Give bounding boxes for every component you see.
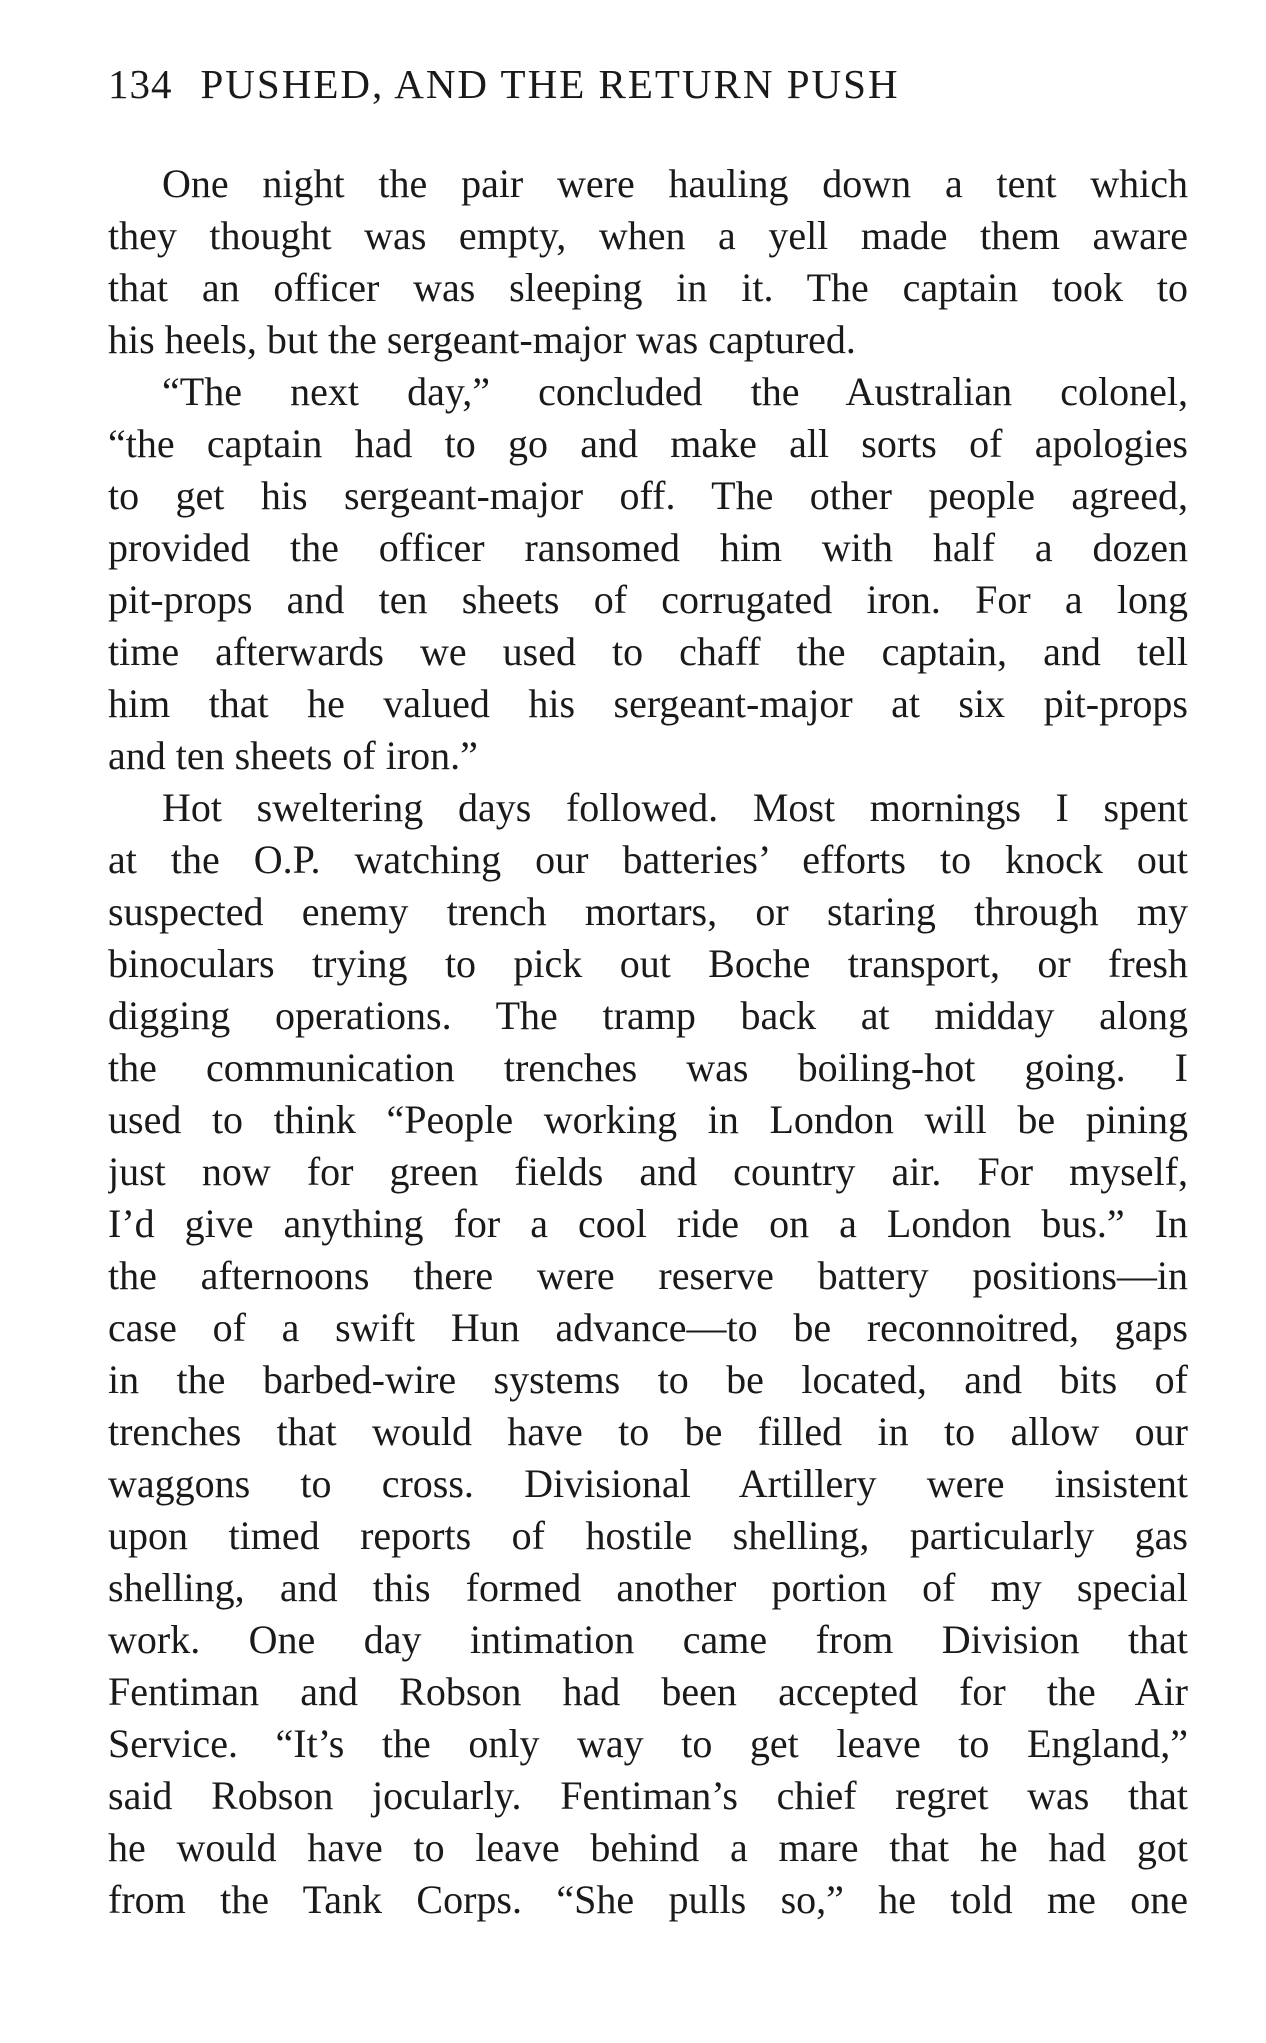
- text-line: from the Tank Corps. “She pulls so,” he told me one: [108, 1877, 1188, 1922]
- text-line: him that he valued his sergeant-major at six pit-props: [108, 681, 1188, 726]
- text-line: shelling, and this formed another portion of my special: [108, 1565, 1188, 1610]
- running-head: [108, 60, 1188, 140]
- text-line: that an officer was sleeping in it. The captain took to: [108, 265, 1188, 310]
- text-line: used to think “People working in London will be pining: [108, 1097, 1188, 1142]
- text-line: his heels, but the sergeant-major was captured.: [108, 317, 856, 362]
- text-line: the afternoons there were reserve battery positions—in: [108, 1253, 1188, 1298]
- text-line: One night the pair were hauling down a tent which: [162, 161, 1188, 206]
- text-line: digging operations. The tramp back at midday along: [108, 993, 1188, 1038]
- text-line: binoculars trying to pick out Boche transport, or fresh: [108, 941, 1188, 986]
- text-line: said Robson jocularly. Fentiman’s chief regret was that: [108, 1773, 1188, 1818]
- text-line: Fentiman and Robson had been accepted for the Air: [108, 1669, 1188, 1714]
- text-line: the communication trenches was boiling-hot going. I: [108, 1045, 1188, 1090]
- page-number: 134: [108, 61, 173, 107]
- body-text: [108, 140, 1188, 1926]
- text-line: work. One day intimation came from Division that: [108, 1617, 1188, 1662]
- text-line: provided the officer ransomed him with half a dozen: [108, 525, 1188, 570]
- text-line: I’d give anything for a cool ride on a London bus.” In: [108, 1201, 1188, 1246]
- text-line: at the O.P. watching our batteries’ efforts to knock out: [108, 837, 1188, 882]
- text-line: just now for green fields and country air. For myself,: [108, 1149, 1188, 1194]
- text-line: and ten sheets of iron.”: [108, 733, 478, 778]
- text-line: trenches that would have to be filled in to allow our: [108, 1409, 1188, 1454]
- text-line: “the captain had to go and make all sorts of apologies: [108, 421, 1188, 466]
- text-line: “The next day,” concluded the Australian colonel,: [162, 369, 1188, 414]
- text-line: Hot sweltering days followed. Most mornings I spent: [162, 785, 1188, 830]
- text-line: time afterwards we used to chaff the captain, and tell: [108, 629, 1188, 674]
- text-line: upon timed reports of hostile shelling, particularly gas: [108, 1513, 1188, 1558]
- text-line: pit-props and ten sheets of corrugated iron. For a long: [108, 577, 1188, 622]
- text-line: to get his sergeant-major off. The other people agreed,: [108, 473, 1188, 518]
- text-line: Service. “It’s the only way to get leave to England,”: [108, 1721, 1188, 1766]
- text-line: he would have to leave behind a mare that he had got: [108, 1825, 1188, 1870]
- text-line: they thought was empty, when a yell made them aware: [108, 213, 1188, 258]
- text-line: suspected enemy trench mortars, or staring through my: [108, 889, 1188, 934]
- text-line: in the barbed-wire systems to be located, and bits of: [108, 1357, 1188, 1402]
- text-line: case of a swift Hun advance—to be reconnoitred, gaps: [108, 1305, 1188, 1350]
- book-page: [108, 60, 1188, 1926]
- text-line: waggons to cross. Divisional Artillery were insistent: [108, 1461, 1188, 1506]
- book-title: PUSHED, AND THE RETURN PUSH: [200, 61, 900, 107]
